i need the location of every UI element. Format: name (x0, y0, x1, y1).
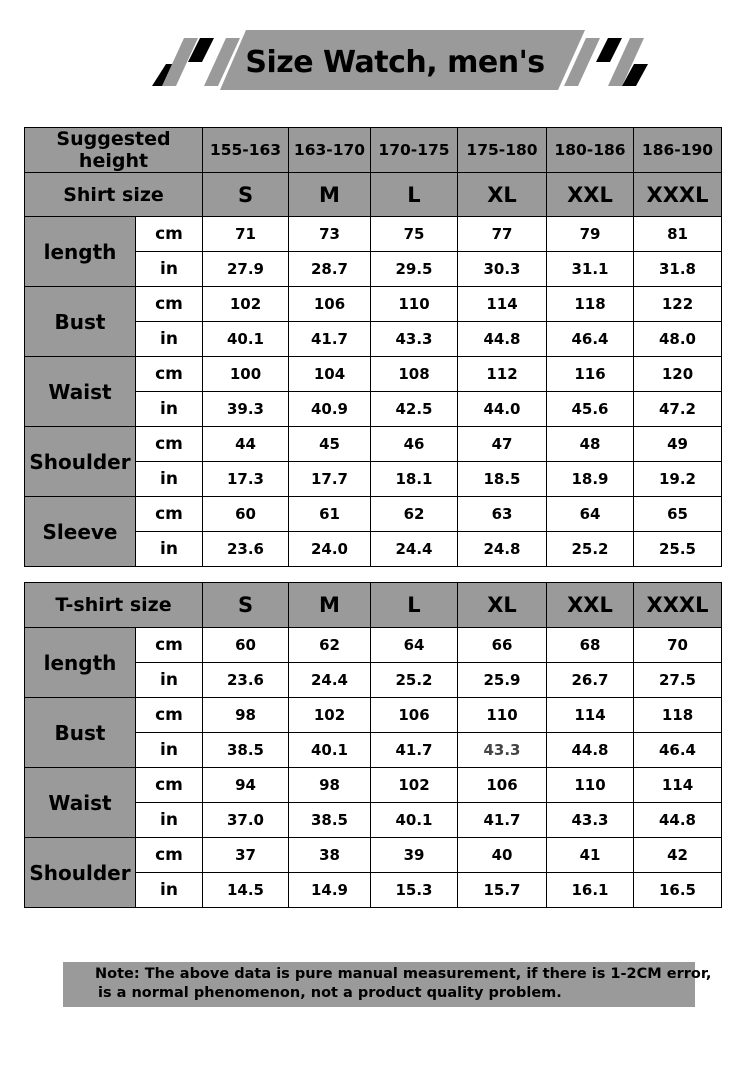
size-4: XXL (547, 173, 634, 217)
value-in: 38.5 (203, 733, 289, 768)
measure-name: length (25, 628, 136, 698)
value-cm: 102 (203, 287, 289, 322)
measure-row-cm (25, 497, 722, 532)
value-in: 25.2 (547, 532, 634, 567)
value-in: 43.3 (371, 322, 458, 357)
measure-row-cm (25, 217, 722, 252)
value-in: 16.1 (547, 873, 634, 908)
value-cm: 38 (289, 838, 371, 873)
measure-name: Waist (25, 357, 136, 427)
measure-name: Bust (25, 287, 136, 357)
value-in: 39.3 (203, 392, 289, 427)
value-cm: 47 (458, 427, 547, 462)
unit-cm: cm (136, 628, 203, 663)
value-cm: 40 (458, 838, 547, 873)
value-cm: 102 (289, 698, 371, 733)
value-cm: 68 (547, 628, 634, 663)
value-in: 44.0 (458, 392, 547, 427)
size-3: XL (458, 173, 547, 217)
value-cm: 120 (634, 357, 722, 392)
unit-in: in (136, 873, 203, 908)
measure-name: length (25, 217, 136, 287)
value-cm: 42 (634, 838, 722, 873)
value-in: 41.7 (371, 733, 458, 768)
value-cm: 100 (203, 357, 289, 392)
value-cm: 73 (289, 217, 371, 252)
unit-in: in (136, 392, 203, 427)
value-cm: 77 (458, 217, 547, 252)
measurement-note (63, 962, 712, 1007)
value-in: 41.7 (458, 803, 547, 838)
value-in: 24.4 (371, 532, 458, 567)
value-cm: 66 (458, 628, 547, 663)
height-range-1: 163-170 (289, 128, 371, 173)
value-in: 46.4 (634, 733, 722, 768)
value-in: 25.9 (458, 663, 547, 698)
height-row (25, 128, 722, 173)
unit-in: in (136, 663, 203, 698)
value-in: 26.7 (547, 663, 634, 698)
value-in: 16.5 (634, 873, 722, 908)
value-in: 18.9 (547, 462, 634, 497)
value-in: 14.5 (203, 873, 289, 908)
value-cm: 108 (371, 357, 458, 392)
value-in: 46.4 (547, 322, 634, 357)
value-in: 24.0 (289, 532, 371, 567)
value-in: 17.3 (203, 462, 289, 497)
value-in: 23.6 (203, 663, 289, 698)
value-in: 30.3 (458, 252, 547, 287)
value-in: 31.1 (547, 252, 634, 287)
value-in: 15.7 (458, 873, 547, 908)
value-cm: 98 (289, 768, 371, 803)
value-cm: 118 (547, 287, 634, 322)
value-cm: 71 (203, 217, 289, 252)
value-in: 25.5 (634, 532, 722, 567)
tshirt-size-table (24, 582, 722, 908)
note-line-2: is a normal phenomenon, not a product quality problem. (98, 985, 562, 1001)
value-in: 17.7 (289, 462, 371, 497)
size-row (25, 173, 722, 217)
size-label: T-shirt size (25, 583, 203, 628)
height-range-3: 175-180 (458, 128, 547, 173)
value-in: 43.3 (458, 733, 547, 768)
value-in: 27.5 (634, 663, 722, 698)
unit-cm: cm (136, 427, 203, 462)
value-cm: 65 (634, 497, 722, 532)
value-cm: 110 (371, 287, 458, 322)
value-in: 25.2 (371, 663, 458, 698)
height-range-5: 186-190 (634, 128, 722, 173)
unit-in: in (136, 532, 203, 567)
unit-in: in (136, 322, 203, 357)
measure-row-cm (25, 838, 722, 873)
value-in: 14.9 (289, 873, 371, 908)
unit-cm: cm (136, 357, 203, 392)
unit-cm: cm (136, 287, 203, 322)
size-1: M (289, 173, 371, 217)
value-in: 40.1 (371, 803, 458, 838)
size-3: XL (458, 583, 547, 628)
value-in: 40.1 (203, 322, 289, 357)
value-in: 18.5 (458, 462, 547, 497)
value-in: 48.0 (634, 322, 722, 357)
value-in: 42.5 (371, 392, 458, 427)
value-cm: 102 (371, 768, 458, 803)
value-in: 28.7 (289, 252, 371, 287)
value-cm: 61 (289, 497, 371, 532)
size-label: Shirt size (25, 173, 203, 217)
value-cm: 62 (289, 628, 371, 663)
measure-name: Waist (25, 768, 136, 838)
title-banner (140, 28, 650, 96)
page-title: Size Watch, men's (245, 44, 545, 80)
value-cm: 39 (371, 838, 458, 873)
value-cm: 62 (371, 497, 458, 532)
value-in: 31.8 (634, 252, 722, 287)
value-in: 43.3 (547, 803, 634, 838)
unit-in: in (136, 803, 203, 838)
value-cm: 106 (289, 287, 371, 322)
measure-name: Shoulder (25, 427, 136, 497)
size-0: S (203, 173, 289, 217)
value-cm: 37 (203, 838, 289, 873)
value-in: 44.8 (458, 322, 547, 357)
unit-cm: cm (136, 217, 203, 252)
value-in: 24.8 (458, 532, 547, 567)
value-cm: 114 (634, 768, 722, 803)
measure-name: Sleeve (25, 497, 136, 567)
measure-row-cm (25, 698, 722, 733)
value-cm: 60 (203, 497, 289, 532)
size-4: XXL (547, 583, 634, 628)
size-0: S (203, 583, 289, 628)
measure-row-cm (25, 287, 722, 322)
value-in: 41.7 (289, 322, 371, 357)
value-in: 27.9 (203, 252, 289, 287)
size-1: M (289, 583, 371, 628)
value-cm: 98 (203, 698, 289, 733)
value-cm: 122 (634, 287, 722, 322)
value-in: 47.2 (634, 392, 722, 427)
value-cm: 114 (547, 698, 634, 733)
size-5: XXXL (634, 583, 722, 628)
value-cm: 45 (289, 427, 371, 462)
unit-in: in (136, 733, 203, 768)
value-cm: 44 (203, 427, 289, 462)
value-cm: 81 (634, 217, 722, 252)
value-cm: 118 (634, 698, 722, 733)
value-in: 18.1 (371, 462, 458, 497)
value-in: 24.4 (289, 663, 371, 698)
value-cm: 116 (547, 357, 634, 392)
value-cm: 106 (458, 768, 547, 803)
value-cm: 63 (458, 497, 547, 532)
measure-row-cm (25, 427, 722, 462)
value-in: 38.5 (289, 803, 371, 838)
height-range-0: 155-163 (203, 128, 289, 173)
value-cm: 48 (547, 427, 634, 462)
value-cm: 104 (289, 357, 371, 392)
height-label: Suggested height (25, 128, 203, 173)
value-in: 23.6 (203, 532, 289, 567)
value-cm: 70 (634, 628, 722, 663)
unit-cm: cm (136, 768, 203, 803)
value-cm: 110 (458, 698, 547, 733)
value-cm: 106 (371, 698, 458, 733)
shirt-size-table (24, 127, 722, 567)
value-cm: 112 (458, 357, 547, 392)
size-2: L (371, 583, 458, 628)
value-cm: 64 (371, 628, 458, 663)
value-in: 44.8 (547, 733, 634, 768)
value-cm: 49 (634, 427, 722, 462)
measure-name: Bust (25, 698, 136, 768)
value-in: 29.5 (371, 252, 458, 287)
value-cm: 41 (547, 838, 634, 873)
value-in: 15.3 (371, 873, 458, 908)
unit-cm: cm (136, 698, 203, 733)
height-range-2: 170-175 (371, 128, 458, 173)
value-cm: 64 (547, 497, 634, 532)
measure-row-cm (25, 768, 722, 803)
measure-row-cm (25, 357, 722, 392)
note-line-1: Note: The above data is pure manual measurement, if there is 1-2CM error, (95, 966, 712, 982)
unit-in: in (136, 252, 203, 287)
size-2: L (371, 173, 458, 217)
measure-row-cm (25, 628, 722, 663)
value-cm: 94 (203, 768, 289, 803)
value-in: 40.1 (289, 733, 371, 768)
value-cm: 46 (371, 427, 458, 462)
size-row (25, 583, 722, 628)
unit-cm: cm (136, 838, 203, 873)
value-in: 40.9 (289, 392, 371, 427)
value-in: 19.2 (634, 462, 722, 497)
value-cm: 110 (547, 768, 634, 803)
unit-cm: cm (136, 497, 203, 532)
value-in: 45.6 (547, 392, 634, 427)
value-in: 44.8 (634, 803, 722, 838)
value-cm: 60 (203, 628, 289, 663)
value-cm: 79 (547, 217, 634, 252)
value-cm: 114 (458, 287, 547, 322)
measure-name: Shoulder (25, 838, 136, 908)
size-5: XXXL (634, 173, 722, 217)
height-range-4: 180-186 (547, 128, 634, 173)
unit-in: in (136, 462, 203, 497)
value-cm: 75 (371, 217, 458, 252)
value-in: 37.0 (203, 803, 289, 838)
